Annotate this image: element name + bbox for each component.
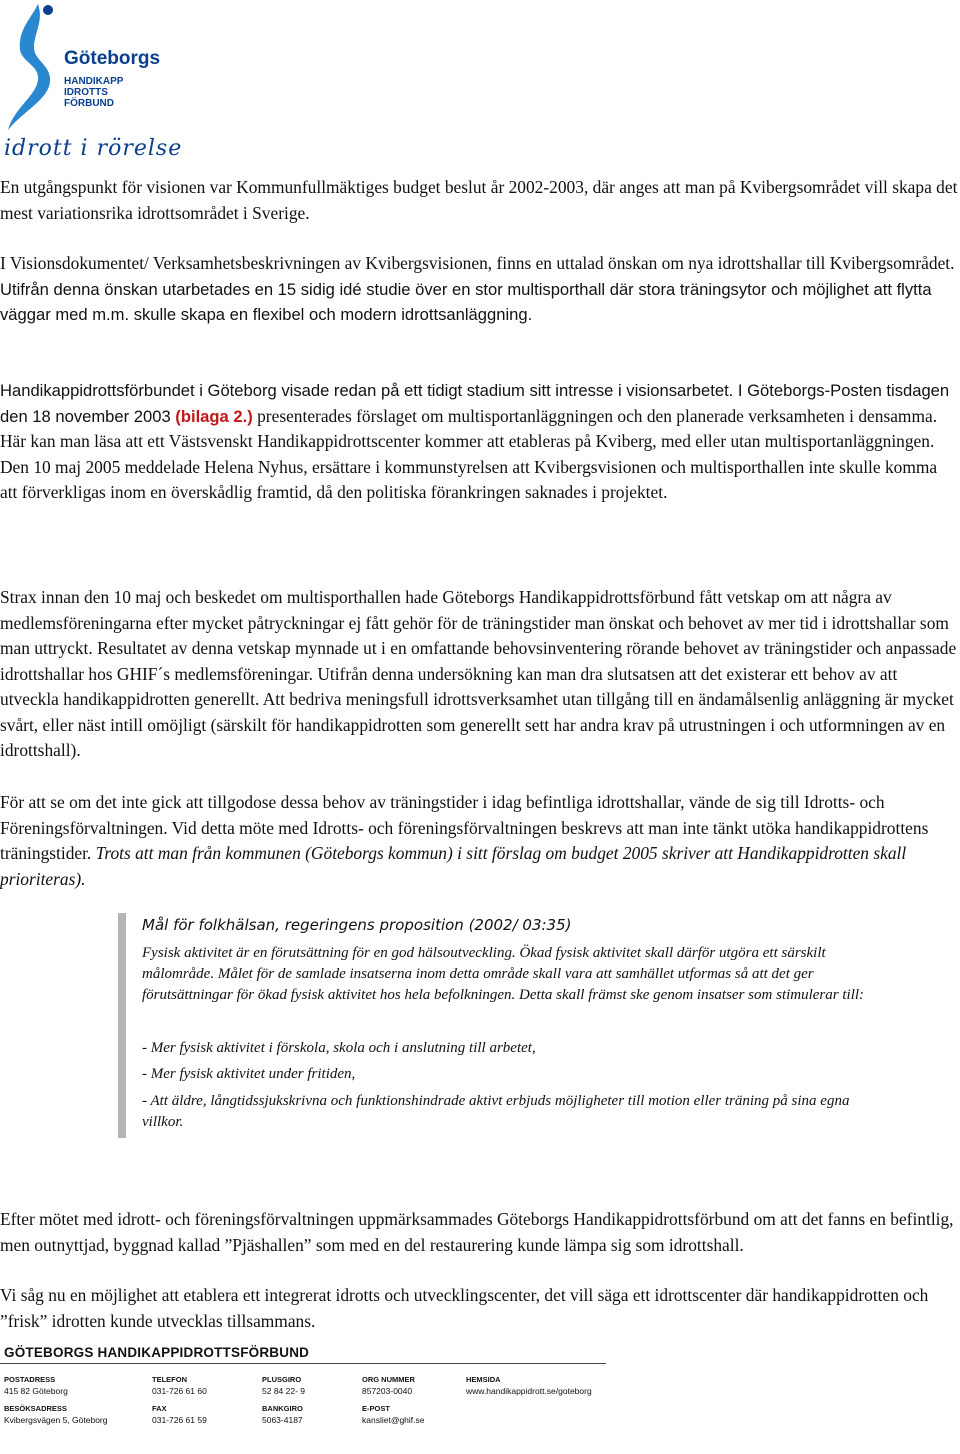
footer-col-phone — [152, 1375, 207, 1425]
footer-col-org — [362, 1375, 425, 1425]
footer-col-web — [466, 1375, 592, 1396]
logo-brand: Göteborgs — [64, 48, 161, 69]
logo-subtitle — [64, 76, 123, 109]
footer-title: GÖTEBORGS HANDIKAPPIDROTTSFÖRBUND — [4, 1345, 310, 1360]
footer-label: POSTADRESS — [4, 1375, 56, 1384]
footer-value: Kvibergsvägen 5, Göteborg — [4, 1414, 108, 1425]
paragraph-2-sans-text: Utifrån denna önskan utarbetades en 15 sidig idé studie över en stor multisporthall där stora träningsytor och möjlighet att flytta väggar med m.m. skulle skapa en flexibel och modern idrottsanläggning. — [0, 279, 932, 324]
paragraph-5-text: För att se om det inte gick att tillgodose dessa behov av träningstider i idag befintliga idrottshallar, vände de sig till Idrotts- och Föreningsförvaltningen. Vid detta möte med Idrotts- och föreningsförvaltningen beskrevs att man inte tänkt utöka handikappidrottens träningstider. — [0, 792, 929, 863]
footer-label: HEMSIDA — [466, 1375, 501, 1384]
paragraph-3-text: Handikappidrottsförbundet i Göteborg visade redan på ett tidigt stadium sitt intresse i visionsarbetet. I Göteborgs-Posten tisdagen den 18 november 2003 — [0, 381, 950, 426]
footer-label: PLUSGIRO — [262, 1375, 302, 1384]
paragraph-3 — [0, 378, 958, 506]
paragraph-3-second: Den 10 maj 2005 meddelade Helena Nyhus, ersättare i kommunstyrelsen att Kvibergsvisionen och multisporthallen inte skulle komma att förverkligas inom en överskådlig framtid, då den politiska förankringen saknades i projektet. — [0, 456, 938, 502]
logo-sub-line: FÖRBUND — [64, 98, 114, 109]
logo-sub-line: HANDIKAPP — [64, 76, 124, 87]
quote-bullet: - Mer fysisk aktivitet i förskola, skola och i anslutning till arbetet, — [142, 1040, 536, 1056]
quote-body: Fysisk aktivitet är en förutsättning för en god hälsoutveckling. Ökad fysisk aktivitet skall därför utgöra ett särskilt målområde. Målet för de samlade insatserna inom detta område skall vara att samhället utformas så att det ger förutsättningar för ökad fysisk aktivitet hos hela befolkningen. Detta skall främst ske genom insatser som stimulerar till: — [142, 945, 865, 1003]
letterhead-footer — [0, 1341, 610, 1454]
logo-swoosh-icon — [0, 0, 70, 135]
quote-bullet: - Mer fysisk aktivitet under fritiden, — [142, 1066, 356, 1082]
footer-value: www.handikappidrott.se/goteborg — [466, 1385, 592, 1396]
paragraph-7: Vi såg nu en möjlighet att etablera ett integrerat idrotts och utvecklingscenter, det vill säga ett idrottscenter där handikappidrotten och ”frisk” idrotten kunde utvecklas tillsammans. — [0, 1285, 929, 1331]
footer-value: kansliet@ghif.se — [362, 1414, 425, 1425]
footer-value: 415 82 Göteborg — [4, 1385, 68, 1396]
footer-value: 857203-0040 — [362, 1385, 413, 1396]
quote-title: Mål för folkhälsan, regeringens proposition (2002/ 03:35) — [142, 916, 572, 934]
bilaga-reference: (bilaga 2. — [175, 406, 248, 426]
footer-col-giro — [262, 1375, 305, 1425]
logo-sub-line: IDROTTS — [64, 87, 108, 98]
paragraph-6: Efter mötet med idrott- och föreningsförvaltningen uppmärksammades Göteborgs Handikappidrottsförbund om att det fanns en befintlig, men outnyttjad, byggnad kallad ”Pjäshallen” som med en del restaurering kunde lämpa sig som idrottshall. — [0, 1209, 954, 1255]
quote-bullet: - Att äldre, långtidssjukskrivna och funktionshindrade aktivt erbjuds möjligheter till motion eller träning på sina egna villkor. — [142, 1093, 850, 1130]
footer-label: TELEFON — [152, 1375, 187, 1384]
paragraph-4: Strax innan den 10 maj och beskedet om multisporthallen hade Göteborgs Handikappidrottsförbund fått vetskap om att några av medlemsföreningarna efter mycket påtryckningar ej fått gehör för de träningstider man önskat och behovet av mer tid i idrottshallar som man uttryckt. Resultatet av denna vetskap mynnade ut i en omfattande behovsinventering rörande behovet av träningstider och anpassade idrottshallar hos GHIF´s medlemsföreningar. Utifrån denna undersökning kan man dra slutsatsen att det existerar ett behov av att utveckla handikappidrotten generellt. Att bedriva meningsfull idrottsverksamhet utan tillgång till en ändamålsenlig anläggning är mycket svårt, eller näst intill omöjligt (särskilt för handikappidrotten som generellt sett har andra krav på utrustningen i och utformningen av en idrottshall). — [0, 587, 957, 760]
footer-label: FAX — [152, 1404, 167, 1413]
paragraph-5 — [0, 790, 958, 892]
footer-label: E-POST — [362, 1404, 390, 1413]
footer-value: 031-726 61 59 — [152, 1414, 207, 1425]
logo-tagline: idrott i rörelse — [4, 136, 183, 161]
paragraph-2 — [0, 251, 958, 328]
paragraph-2-text: I Visionsdokumentet/ Verksamhetsbeskrivningen av Kvibergsvisionen, finns en uttalad önskan om nya idrottshallar till Kvibergsområdet. — [0, 253, 955, 273]
footer-value: 5063-4187 — [262, 1414, 303, 1425]
footer-divider — [0, 1363, 606, 1364]
quote-box — [118, 913, 886, 1138]
paragraph-1: En utgångspunkt för visionen var Kommunfullmäktiges budget beslut år 2002-2003, där anges att man på Kvibergsområdet vill skapa det mest variationsrika idrottsområdet i Sverige. — [0, 177, 958, 223]
paragraph-5-italic: Trots att man från kommunen (Göteborgs kommun) i sitt förslag om budget 2005 skriver att Handikappidrotten skall prioriteras). — [0, 843, 907, 889]
footer-value: 52 84 22- 9 — [262, 1385, 306, 1396]
bilaga-close: ) — [247, 406, 253, 426]
footer-label: ORG NUMMER — [362, 1375, 415, 1384]
footer-value: 031-726 61 60 — [152, 1385, 207, 1396]
ghif-logo — [0, 0, 200, 165]
footer-col-address — [4, 1375, 107, 1425]
footer-label: BANKGIRO — [262, 1404, 303, 1413]
footer-label: BESÖKSADRESS — [4, 1404, 67, 1413]
paragraph-3-continued: presenterades förslaget om multisportanläggningen och den planerade verksamheten i densamma. Här kan man läsa att ett Västsvenskt Handikappidrottscenter kommer att etableras på Kviberg, med eller utan multisportanläggningen. — [0, 405, 938, 451]
